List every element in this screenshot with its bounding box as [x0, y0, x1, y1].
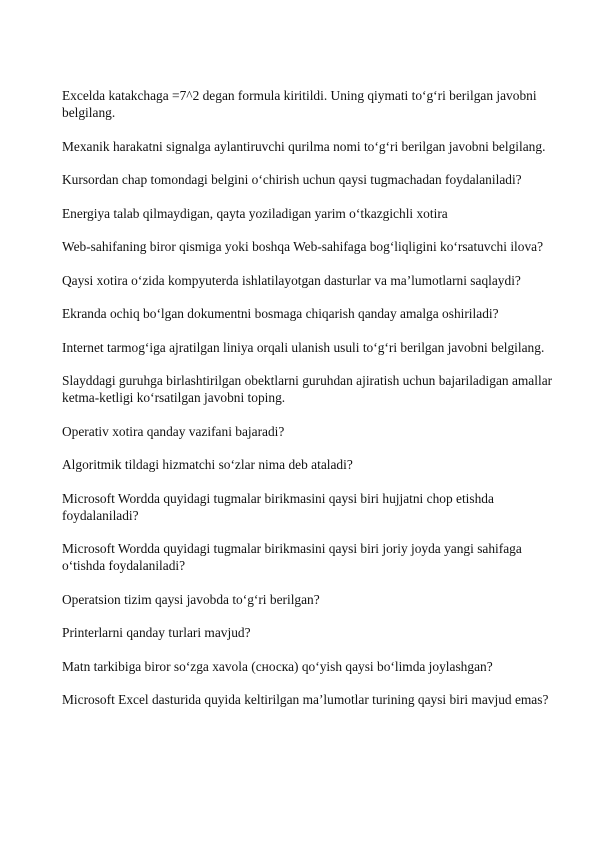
question-2: Mexanik harakatni signalga aylantiruvchi qurilma nomi to‘g‘ri berilgan javobni belgilang. — [62, 138, 546, 154]
question-17: Microsoft Excel dasturida quyida keltirilgan ma’lumotlar turining qaysi biri mavjud emas? — [62, 692, 549, 707]
question-15: Printerlarni qanday turlari mavjud? — [62, 625, 251, 640]
question-14: Operatsion tizim qaysi javobda to‘g‘ri berilgan? — [62, 591, 320, 607]
question-8: Internet tarmog‘iga ajratilgan liniya orqali ulanish usuli to‘g‘ri berilgan javobni belgilang. — [62, 339, 545, 355]
question-1: Excelda katakchaga =7^2 degan formula kiritildi. Uning qiymati to‘g‘ri berilgan javobni belgilang. — [62, 88, 537, 120]
question-12: Microsoft Wordda quyidagi tugmalar birikmasini qaysi biri hujjatni chop etishda foydalaniladi? — [62, 490, 494, 523]
question-5: Web-sahifaning biror qismiga yoki boshqa Web-sahifaga bog‘liqligini ko‘rsatuvchi ilova? — [62, 239, 544, 254]
question-6: Qaysi xotira o‘zida kompyuterda ishlatilayotgan dasturlar va ma’lumotlarni saqlaydi? — [62, 272, 521, 288]
question-16: Matn tarkibiga biror so‘zga xavola (сноска) qo‘yish qaysi bo‘limda joylashgan? — [62, 658, 493, 674]
question-7: Ekranda ochiq bo‘lgan dokumentni bosmaga chiqarish qanday amalga oshiriladi? — [62, 306, 499, 321]
question-11: Algoritmik tildagi hizmatchi so‘zlar nima deb ataladi? — [62, 457, 353, 472]
question-list — [62, 87, 562, 725]
question-3: Kursordan chap tomondagi belgini o‘chirish uchun qaysi tugmachadan foydalaniladi? — [62, 172, 522, 187]
question-4: Energiya talab qilmaydigan, qayta yoziladigan yarim o‘tkazgichli xotira — [62, 205, 448, 221]
question-9: Slayddagi guruhga birlashtirilgan obektlarni guruhdan ajiratish uchun bajariladigan amallar ketma-ketligi ko‘rsatilgan javobni toping. — [62, 373, 553, 405]
question-13: Microsoft Wordda quyidagi tugmalar birikmasini qaysi biri joriy joyda yangi sahifaga o‘tishda foydalaniladi? — [62, 541, 522, 573]
question-10: Operativ xotira qanday vazifani bajaradi? — [62, 423, 285, 439]
